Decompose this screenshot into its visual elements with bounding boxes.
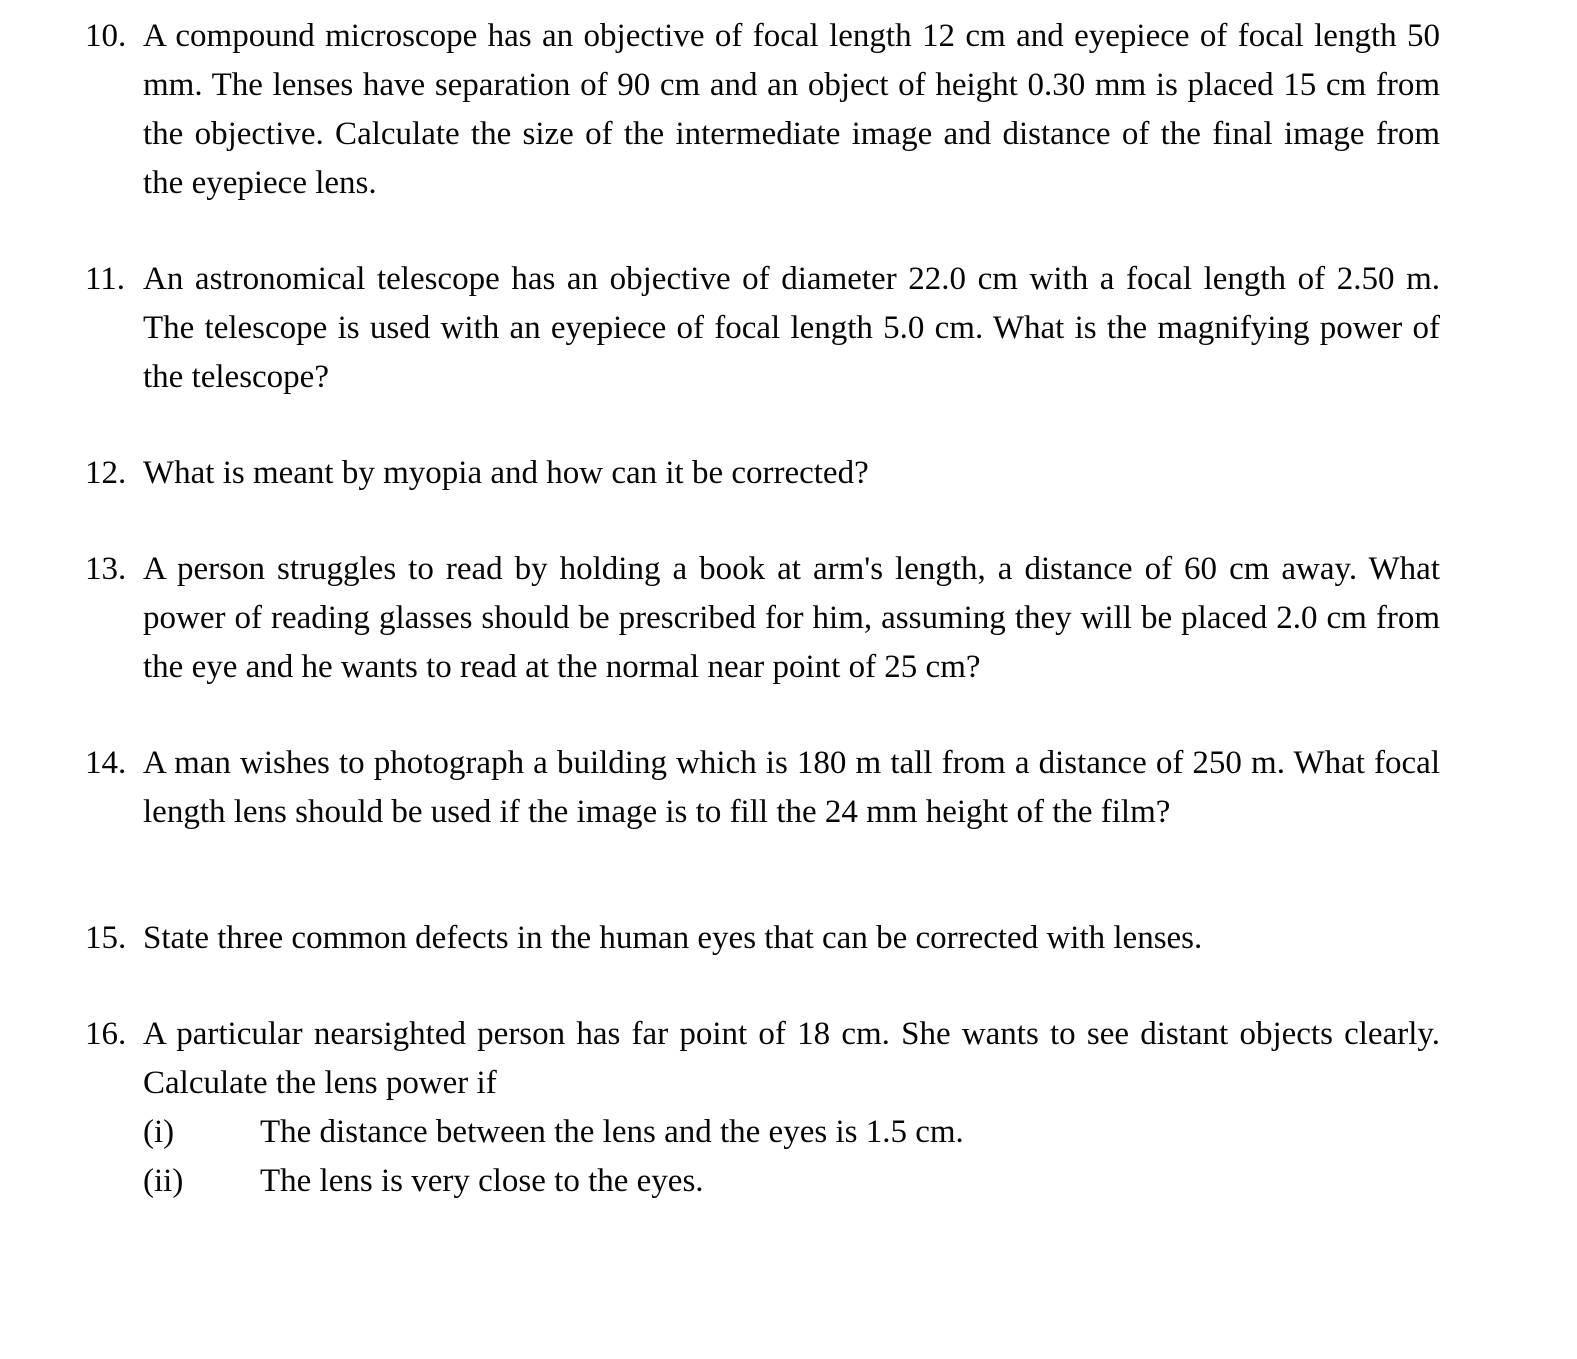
problem-number: 10. <box>85 18 127 54</box>
problem-number: 14. <box>85 745 127 781</box>
problem-item-15 <box>85 914 1440 963</box>
subitem-text: The distance between the lens and the eyes is 1.5 cm. <box>260 1114 964 1150</box>
subitem-i <box>143 1108 1440 1157</box>
problem-number: 11. <box>85 261 126 297</box>
problem-item-10 <box>85 12 1440 208</box>
problem-item-16 <box>85 1010 1440 1206</box>
subitem-label: (i) <box>143 1114 175 1150</box>
subitem-label: (ii) <box>143 1163 184 1199</box>
problem-item-12 <box>85 449 1440 498</box>
problem-item-14 <box>85 739 1440 837</box>
problem-text: A compound microscope has an objective of focal length 12 cm and eyepiece of focal length 50 mm. The lenses have separation of 90 cm and an object of height 0.30 mm is placed 15 cm from the objective. Calculate the size of the intermediate image and distance of the final image from the eyepiece lens. <box>143 18 1440 201</box>
problem-item-11 <box>85 255 1440 402</box>
problem-text: What is meant by myopia and how can it be corrected? <box>143 455 869 491</box>
problem-text: State three common defects in the human eyes that can be corrected with lenses. <box>143 920 1203 956</box>
problem-number: 16. <box>85 1016 127 1052</box>
problem-item-13 <box>85 545 1440 692</box>
problem-number: 15. <box>85 920 127 956</box>
problem-number: 13. <box>85 551 127 587</box>
problem-subitems <box>143 1108 1440 1206</box>
problem-text: A particular nearsighted person has far point of 18 cm. She wants to see distant objects clearly. Calculate the lens power if <box>143 1016 1440 1101</box>
problem-text: A man wishes to photograph a building which is 180 m tall from a distance of 250 m. What focal length lens should be used if the image is to fill the 24 mm height of the film? <box>143 745 1440 830</box>
subitem-ii <box>143 1157 1440 1206</box>
subitem-text: The lens is very close to the eyes. <box>260 1163 704 1199</box>
problem-text: A person struggles to read by holding a book at arm's length, a distance of 60 cm away. What power of reading glasses should be prescribed for him, assuming they will be placed 2.0 cm from the eye and he wants to read at the normal near point of 25 cm? <box>143 551 1440 685</box>
problem-number: 12. <box>85 455 127 491</box>
problem-text: An astronomical telescope has an objective of diameter 22.0 cm with a focal length of 2.50 m. The telescope is used with an eyepiece of focal length 5.0 cm. What is the magnifying power of the telescope? <box>143 261 1440 395</box>
